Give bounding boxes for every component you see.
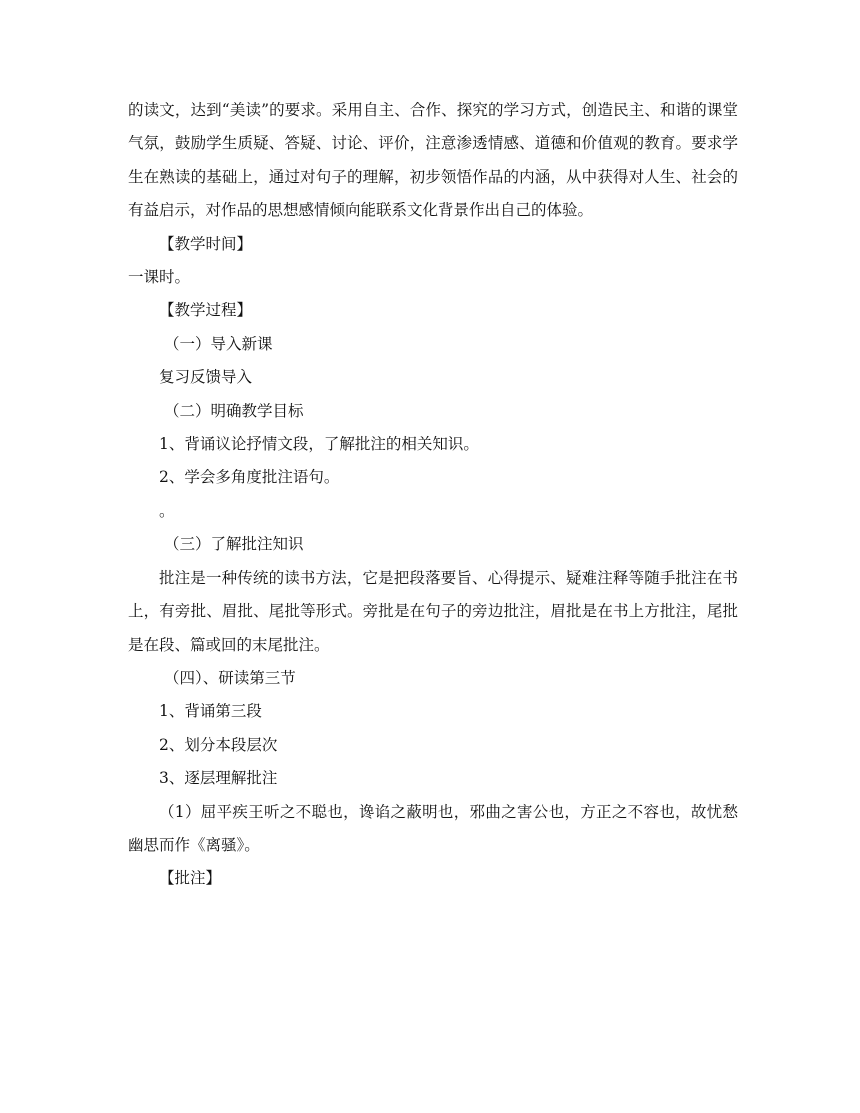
task-item-2: 2、划分本段层次 — [159, 735, 278, 754]
step-intro-new-lesson: （一）导入新课 — [164, 334, 273, 353]
teaching-time-heading: 【教学时间】 — [159, 234, 253, 253]
intro-paragraph: 的读文，达到“美读”的要求。采用自主、合作、探究的学习方式，创造民主、和谐的课堂气氛，鼓励学生质疑、答疑、讨论、评价，注意渗透情感、道德和价值观的教育。要求学生在熟读的基础上，通过对句子的理解，初步领悟作品的内涵，从中获得对人生、社会的有益启示，对作品的思想感情倾向能联系文化背景作出自己的体验。 — [128, 101, 738, 220]
goal-item-1: 1、背诵议论抒情文段，了解批注的相关知识。 — [159, 435, 479, 454]
step-intro-content: 复习反馈导入 — [159, 368, 253, 387]
goal-item-2: 2、学会多角度批注语句。 — [159, 468, 340, 487]
step-study-section-three: （四）、研读第三节 — [164, 668, 296, 687]
annotation-knowledge-paragraph: 批注是一种传统的读书方法，它是把段落要旨、心得提示、疑难注释等随手批注在书上，有旁批、眉批、尾批等形式。旁批是在句子的旁边批注，眉批是在书上方批注，尾批是在段、篇或回的末尾批注。 — [128, 568, 738, 654]
task-item-3: 3、逐层理解批注 — [159, 769, 278, 788]
document-body — [128, 94, 738, 896]
quote-paragraph-1: （1）屈平疾王听之不聪也，谗谄之蔽明也，邪曲之害公也，方正之不容也，故忧愁幽思而作《离骚》。 — [128, 802, 738, 854]
annotation-heading: 【批注】 — [159, 869, 222, 888]
teaching-time-value: 一课时。 — [128, 268, 191, 287]
step-annotation-knowledge: （三）了解批注知识 — [164, 535, 304, 554]
task-item-1: 1、背诵第三段 — [159, 702, 262, 721]
teaching-process-heading: 【教学过程】 — [159, 301, 253, 320]
step-teaching-goals: （二）明确教学目标 — [164, 401, 304, 420]
stray-period: 。 — [159, 501, 175, 520]
